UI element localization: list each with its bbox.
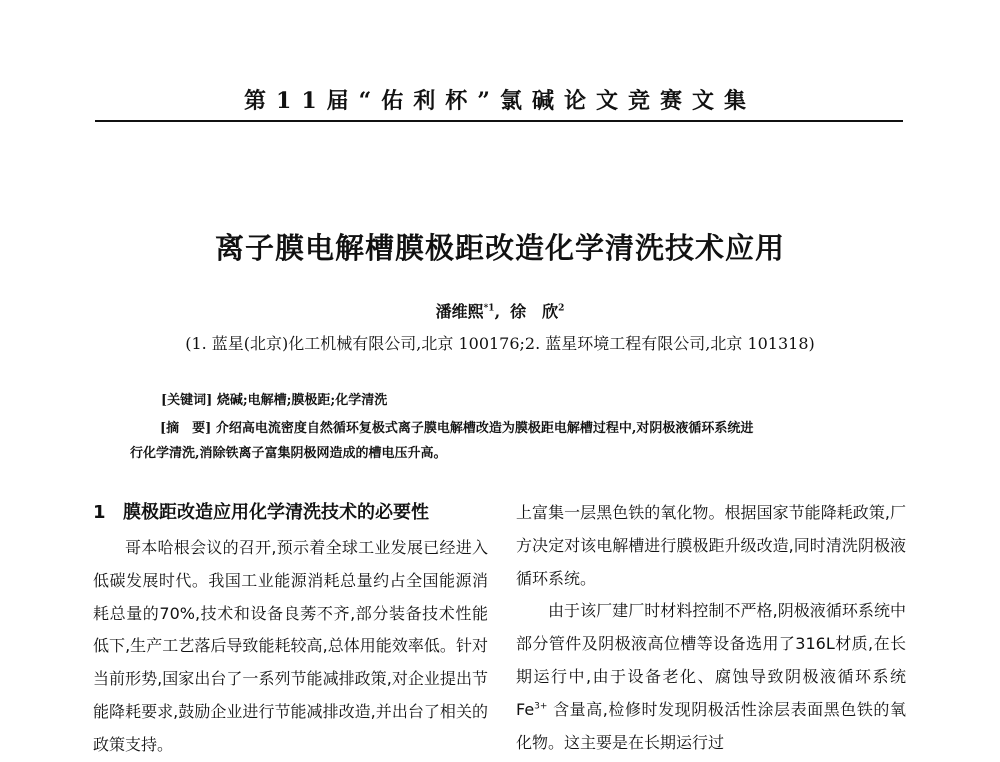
author-name: 徐 欣 [510, 302, 559, 321]
author-affiliation-marker: *1 [483, 303, 495, 314]
running-header: 第11届“佑利杯”氯碱论文竞赛文集 [244, 88, 756, 114]
affiliations: (1. 蓝星(北京)化工机械有限公司,北京 100176;2. 蓝星环境工程有限公司,北京 101318) [185, 334, 815, 353]
body-paragraph: 哥本哈根会议的召开,预示着全球工业发展已经进入低碳发展时代。我国工业能源消耗总量约占全国能源消耗总量的70%,技术和设备良莠不齐,部分装备技术性能低下,生产工艺落后导致能耗较高,总体用能效率低。针对当前形势,国家出台了一系列节能减排政策,对企业提出节能降耗要求,鼓励企业进行节能减排改造,并出台了相关的政策支持。 [93, 538, 488, 754]
author-separator: , [494, 302, 501, 321]
article-title: 离子膜电解槽膜极距改造化学清洗技术应用 [214, 231, 785, 265]
body-paragraph [516, 595, 906, 759]
section-title: 膜极距改造应用化学清洗技术的必要性 [123, 502, 429, 523]
section-heading [93, 498, 429, 524]
abstract [130, 416, 900, 466]
paragraph-text: 含量高,检修时发现阴极活性涂层表面黑色铁的氧化物。这主要是在长期运行过 [516, 699, 906, 752]
paragraph-text: 由于该厂建厂时材料控制不严格,阴极液循环系统中部分管件及阴极液高位槽等设备选用了316L材质,在长期运行中,由于设备老化、腐蚀导致阴极液循环系统 Fe [516, 601, 906, 719]
keywords: [关键词] 烧碱;电解槽;膜极距;化学清洗 [161, 393, 388, 408]
abstract-line: [摘 要] 介绍高电流密度自然循环复极式离子膜电解槽改造为膜极距电解槽过程中,对阴极液循环系统进 [160, 421, 754, 436]
header-rule [95, 120, 903, 122]
iron-ion-charge: 3+ [534, 701, 548, 712]
abstract-line: 行化学清洗,消除铁离子富集阴极网造成的槽电压升高。 [130, 446, 447, 461]
body-paragraph: 上富集一层黑色铁的氧化物。根据国家节能降耗政策,厂方决定对该电解槽进行膜极距升级改造,同时清洗阴极液循环系统。 [516, 503, 906, 588]
author-line [0, 299, 1000, 322]
author-affiliation-marker: 2 [558, 303, 565, 314]
left-column [93, 532, 488, 762]
right-column [516, 497, 906, 759]
section-number: 1 [93, 502, 106, 523]
author-name: 潘维熙 [435, 302, 484, 321]
